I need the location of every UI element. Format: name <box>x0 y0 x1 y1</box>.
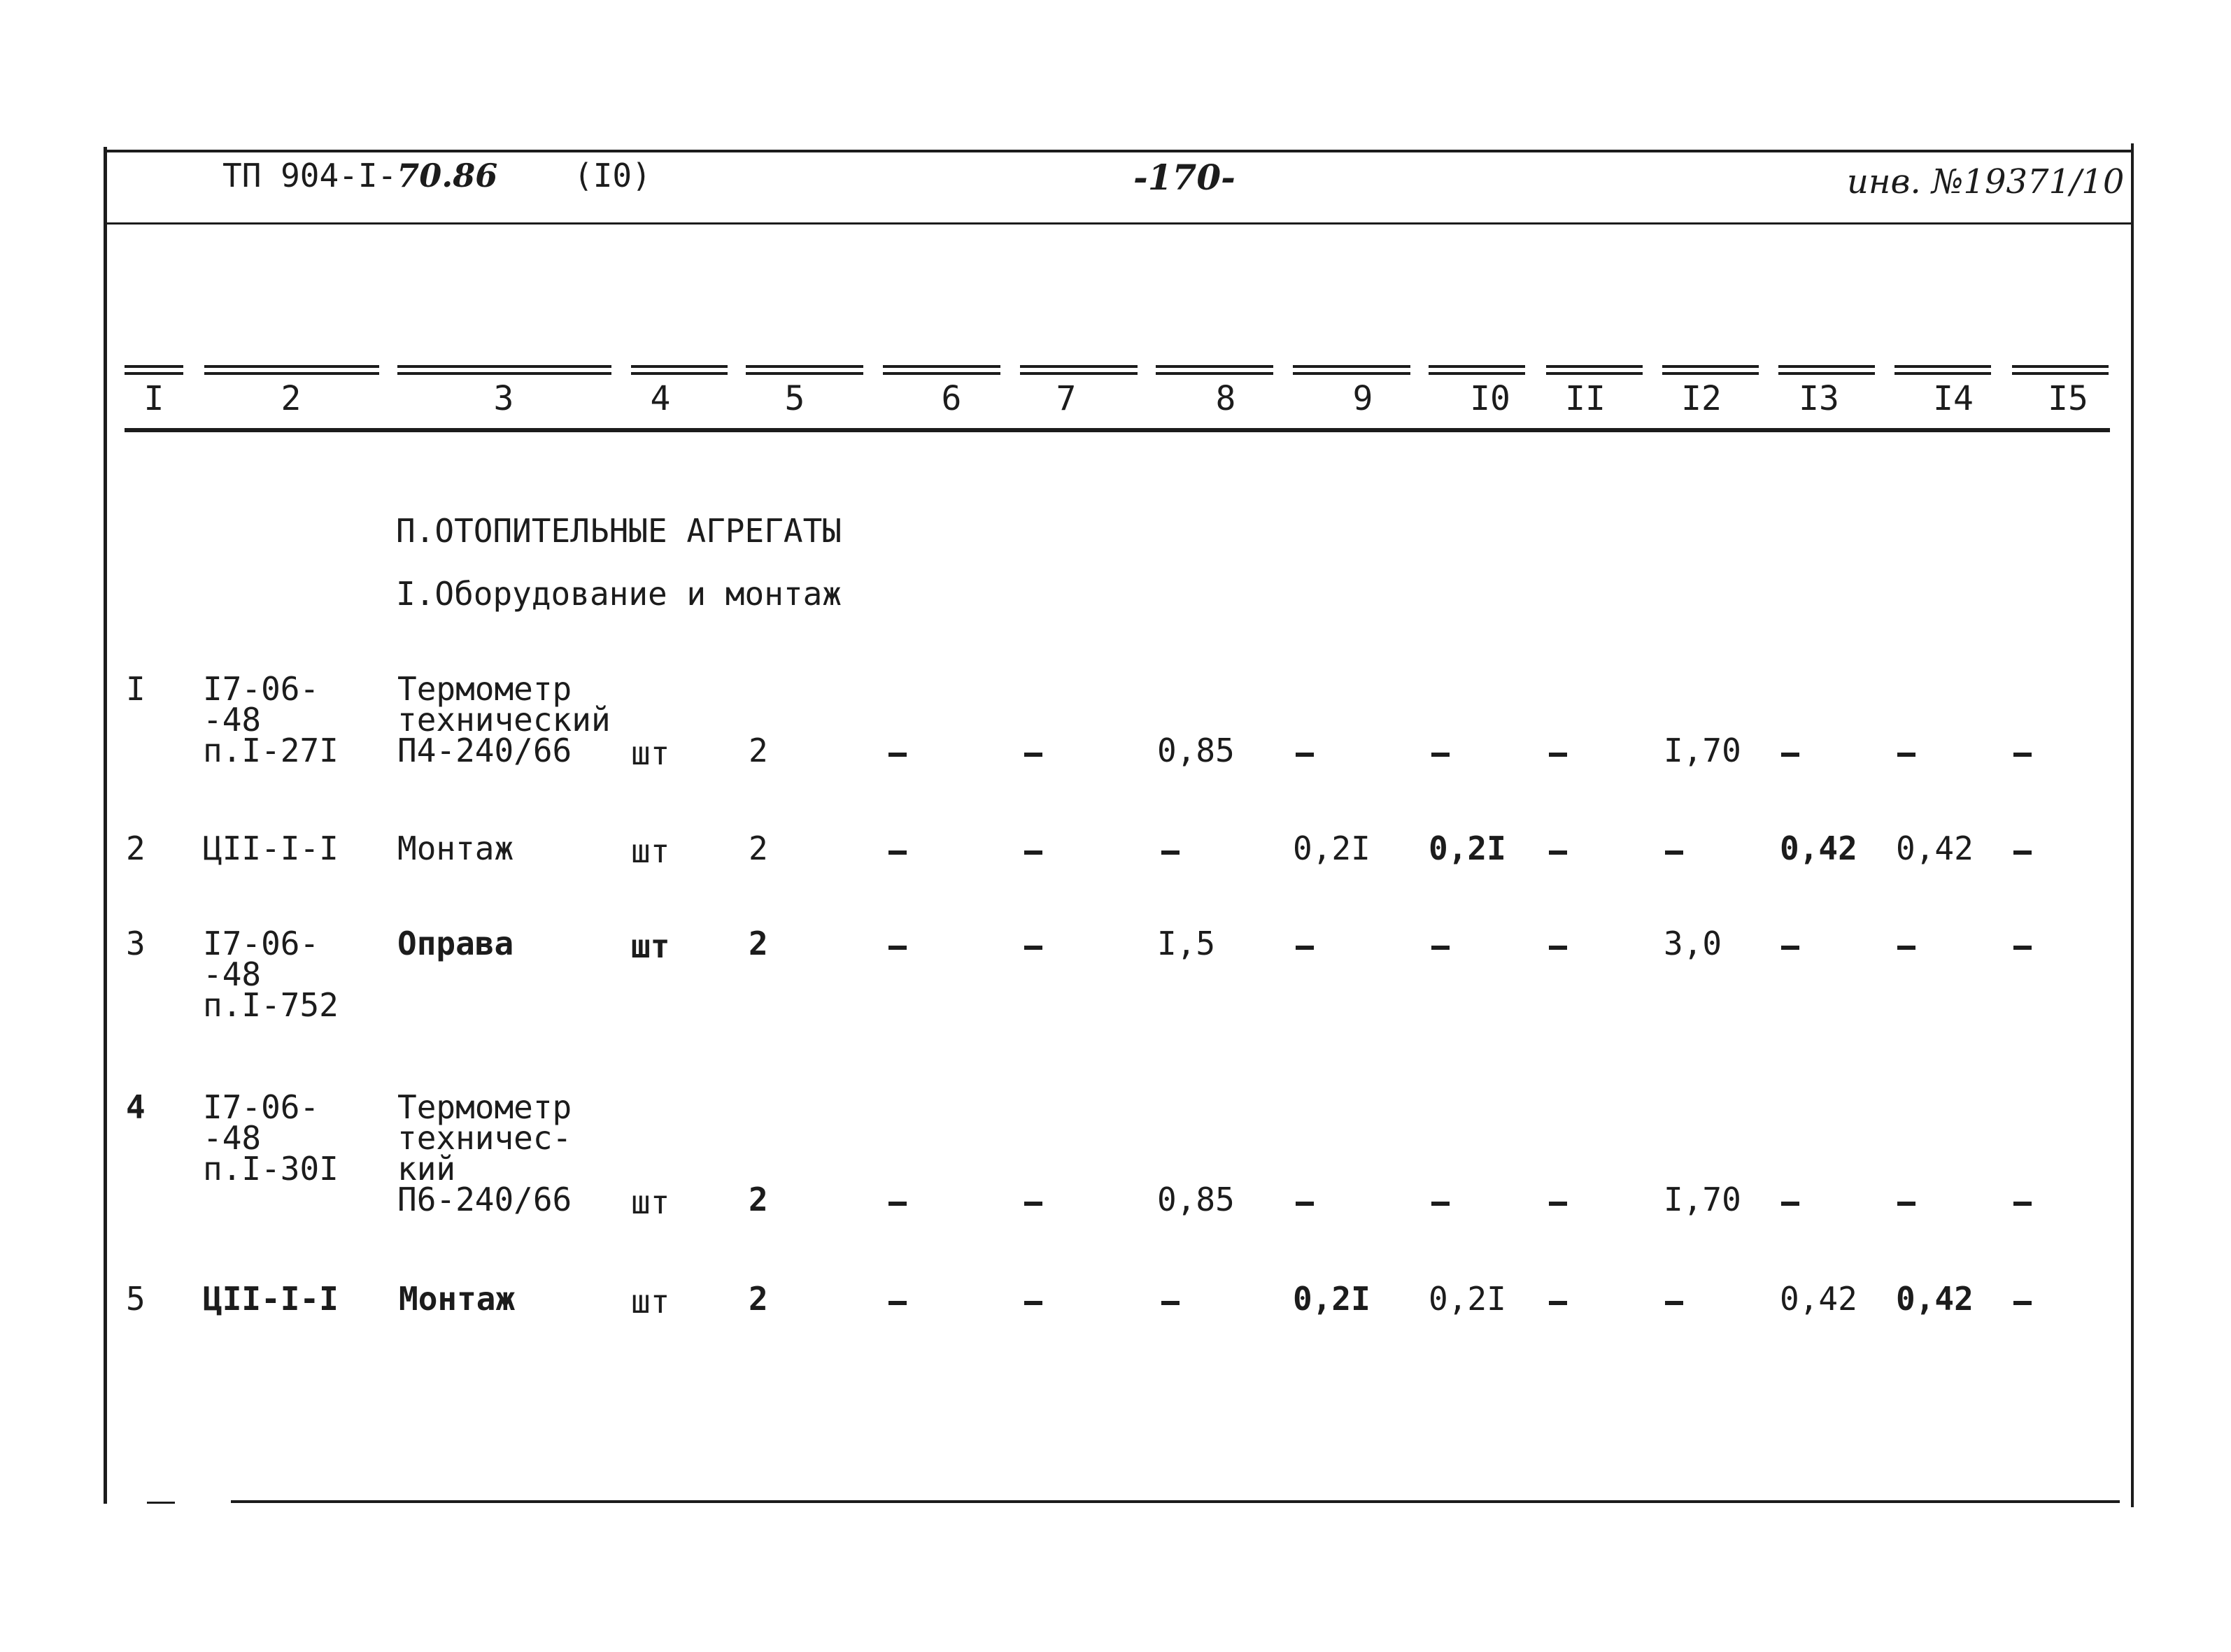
cell-dash <box>2013 1202 2032 1206</box>
row-quantity: 2 <box>749 1280 768 1318</box>
row-name-line: Монтаж <box>399 1280 516 1318</box>
col-rule-3 <box>397 365 611 375</box>
cell-dash <box>888 753 907 757</box>
row-code-line: п.I-752 <box>203 986 339 1024</box>
row-value-col13: 0,42 <box>1780 1280 1857 1318</box>
column-header: I5 <box>2048 379 2088 418</box>
frame-left-border <box>104 147 107 1504</box>
row-value-col12: I,70 <box>1664 1181 1741 1218</box>
cell-dash <box>1781 1202 1799 1206</box>
bottom-rule <box>231 1500 2120 1503</box>
cell-dash <box>1161 850 1180 855</box>
inventory-number: инв. №19371/10 <box>1847 162 2125 201</box>
cell-dash <box>888 1202 907 1206</box>
column-header: I3 <box>1799 379 1839 418</box>
row-code-line: I7-06- <box>203 670 320 708</box>
row-value-col9: 0,2I <box>1293 1280 1371 1318</box>
row-code-line: -48 <box>203 955 262 993</box>
cell-dash <box>1161 1301 1180 1305</box>
column-header: 8 <box>1215 379 1236 418</box>
row-value-col8: 0,85 <box>1157 732 1235 769</box>
cell-dash <box>1781 753 1799 757</box>
row-value-col12: 3,0 <box>1664 925 1722 962</box>
row-code-line: п.I-30I <box>203 1150 339 1188</box>
row-code-line: I7-06- <box>203 1088 320 1126</box>
cell-dash <box>1024 1301 1042 1305</box>
column-header: 3 <box>493 379 514 418</box>
cell-dash <box>1781 946 1799 950</box>
row-value-col14: 0,42 <box>1896 829 1974 867</box>
row-value-col9: 0,2I <box>1293 829 1371 867</box>
cell-dash <box>1549 946 1567 950</box>
row-number: 4 <box>126 1088 146 1126</box>
cell-dash <box>888 1301 907 1305</box>
column-header: 5 <box>784 379 805 418</box>
row-code-line: п.I-27I <box>203 732 339 769</box>
subsection-title: I.Оборудование и монтаж <box>396 575 842 613</box>
cell-dash <box>1897 753 1915 757</box>
column-header: I4 <box>1933 379 1974 418</box>
cell-dash <box>1296 1202 1314 1206</box>
column-header: 6 <box>941 379 962 418</box>
col-rule-6 <box>883 365 1000 375</box>
section-title: П.ОТОПИТЕЛЬНЫЕ АГРЕГАТЫ <box>396 512 842 550</box>
row-name-line: Термометр <box>397 670 572 708</box>
document-code <box>222 157 497 194</box>
row-code-line: I7-06- <box>203 925 320 962</box>
row-value-col10: 0,2I <box>1429 1280 1506 1318</box>
volume-number: (I0) <box>574 157 651 194</box>
col-rule-10 <box>1429 365 1525 375</box>
row-unit: шт <box>631 832 670 870</box>
row-quantity: 2 <box>749 925 768 962</box>
cell-dash <box>2013 850 2032 855</box>
row-quantity: 2 <box>749 732 768 769</box>
cell-dash <box>1665 1301 1683 1305</box>
cell-dash <box>1024 850 1042 855</box>
row-quantity: 2 <box>749 829 768 867</box>
row-value-col10: 0,2I <box>1429 829 1506 867</box>
cell-dash <box>2013 753 2032 757</box>
row-name-line: П6-240/66 <box>397 1181 572 1218</box>
cell-dash <box>1549 850 1567 855</box>
cell-dash <box>1431 753 1450 757</box>
cell-dash <box>2013 1301 2032 1305</box>
document-code-prefix: ТП 904-I- <box>222 157 397 194</box>
col-rule-4 <box>631 365 728 375</box>
header-rule <box>105 222 2134 225</box>
row-number: 5 <box>126 1280 146 1318</box>
row-quantity: 2 <box>749 1181 768 1218</box>
cell-dash <box>1431 1202 1450 1206</box>
page-number: -170- <box>1133 157 1235 198</box>
bottom-dash <box>147 1502 175 1504</box>
row-value-col12: I,70 <box>1664 732 1741 769</box>
column-header: I0 <box>1470 379 1510 418</box>
column-header: I <box>143 379 164 418</box>
column-header: I2 <box>1681 379 1722 418</box>
cell-dash <box>1024 946 1042 950</box>
col-rule-8 <box>1156 365 1273 375</box>
frame-right-border <box>2131 143 2134 1507</box>
cell-dash <box>1296 753 1314 757</box>
row-unit: шт <box>631 1183 670 1221</box>
row-name-line: Монтаж <box>397 829 514 867</box>
row-name-line: техничес- <box>397 1119 572 1157</box>
column-header-rule <box>125 428 2110 432</box>
row-name-line: П4-240/66 <box>397 732 572 769</box>
row-value-col8: 0,85 <box>1157 1181 1235 1218</box>
cell-dash <box>888 850 907 855</box>
row-name-line: Термометр <box>397 1088 572 1126</box>
cell-dash <box>1296 946 1314 950</box>
col-rule-5 <box>746 365 863 375</box>
col-rule-9 <box>1293 365 1410 375</box>
cell-dash <box>1897 1202 1915 1206</box>
row-code-line: ЦII-I-I <box>203 1280 339 1318</box>
col-rule-14 <box>1894 365 1991 375</box>
cell-dash <box>1549 1301 1567 1305</box>
cell-dash <box>1431 946 1450 950</box>
frame-top-border <box>104 150 2132 152</box>
column-header: 2 <box>281 379 302 418</box>
cell-dash <box>888 946 907 950</box>
row-code-line: ЦII-I-I <box>203 829 339 867</box>
col-rule-7 <box>1020 365 1138 375</box>
row-value-col13: 0,42 <box>1780 829 1857 867</box>
row-code-line: -48 <box>203 701 262 739</box>
row-unit: шт <box>631 1283 670 1320</box>
column-header: 7 <box>1056 379 1077 418</box>
cell-dash <box>1897 946 1915 950</box>
row-code-line: -48 <box>203 1119 262 1157</box>
row-name-line: кий <box>397 1150 456 1188</box>
cell-dash <box>1024 753 1042 757</box>
col-rule-13 <box>1778 365 1875 375</box>
col-rule-15 <box>2012 365 2109 375</box>
row-unit: шт <box>631 927 670 965</box>
row-value-col8: I,5 <box>1157 925 1216 962</box>
col-rule-2 <box>204 365 379 375</box>
row-unit: шт <box>631 734 670 772</box>
row-name-line: Оправа <box>397 925 514 962</box>
row-name-line: технический <box>397 701 611 739</box>
document-code-handwritten: 70.86 <box>397 157 498 194</box>
cell-dash <box>1024 1202 1042 1206</box>
row-value-col14: 0,42 <box>1896 1280 1974 1318</box>
cell-dash <box>1665 850 1683 855</box>
row-number: 2 <box>126 829 146 867</box>
col-rule-11 <box>1546 365 1643 375</box>
col-rule-1 <box>125 365 183 375</box>
cell-dash <box>1549 1202 1567 1206</box>
column-header: 4 <box>650 379 671 418</box>
column-header: 9 <box>1352 379 1373 418</box>
cell-dash <box>2013 946 2032 950</box>
cell-dash <box>1549 753 1567 757</box>
col-rule-12 <box>1662 365 1759 375</box>
row-number: 3 <box>126 925 146 962</box>
row-number: I <box>126 670 146 708</box>
column-header: II <box>1565 379 1606 418</box>
